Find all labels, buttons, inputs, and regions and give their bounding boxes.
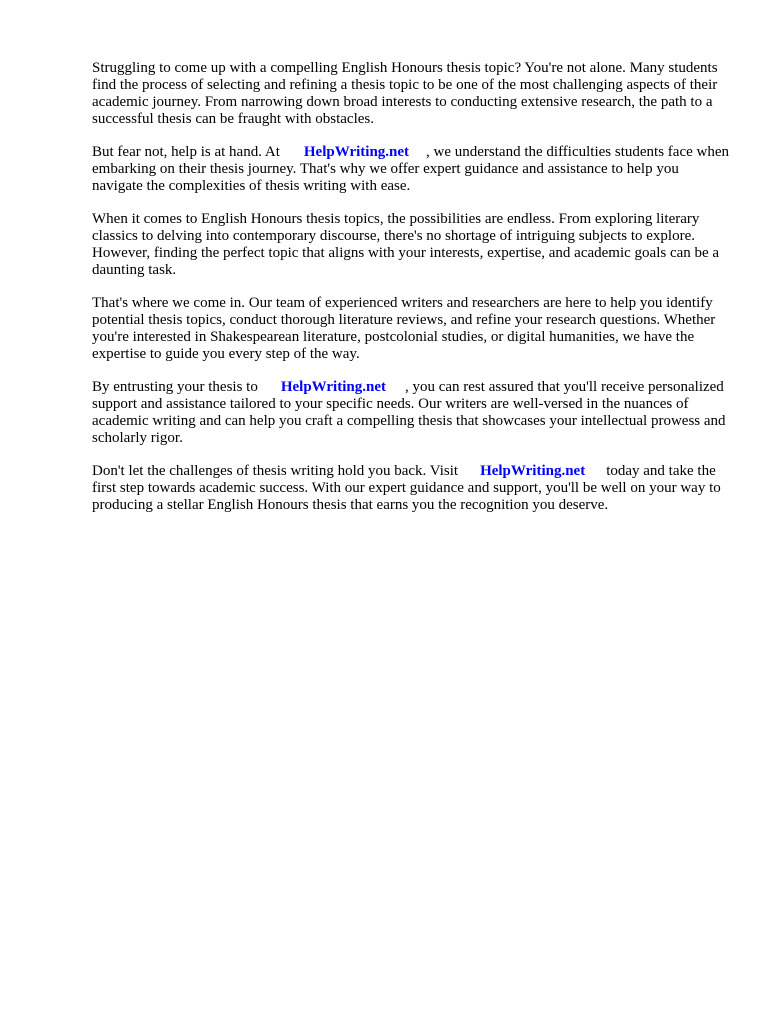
paragraph-topics: When it comes to English Honours thesis topics, the possibilities are endless. From exploring literary classics to delving into contemporary discourse, there's no shortage of intriguing subjects to explore. However, finding the perfect topic that aligns with your interests, expertise, and academic goals can be a daunting task. — [92, 211, 720, 278]
paragraph-text-before-link: Don't let the challenges of thesis writing hold you back. Visit — [92, 463, 459, 479]
paragraph-intro: Struggling to come up with a compelling English Honours thesis topic? You're not alone. Many students find the process of selecting and refining a thesis topic to be one of the most challenging aspects of their academic journey. From narrowing down broad interests to conducting extensive research, the path to a successful thesis can be fraught with obstacles. — [92, 60, 718, 127]
helpwriting-link[interactable]: HelpWriting.net — [303, 144, 410, 160]
paragraph-text-after-link: today and take the first step towards academic success. With our expert guidance and support, you'll be well on your way to producing a stellar English Honours thesis that earns you the recognition you deserve. — [92, 463, 721, 513]
paragraph-text-before-link: But fear not, help is at hand. At — [92, 144, 280, 160]
paragraph-text-before-link: By entrusting your thesis to — [92, 379, 258, 395]
paragraph-team: That's where we come in. Our team of experienced writers and researchers are here to help you identify potential thesis topics, conduct thorough literature reviews, and refine your research questions. Whether you're interested in Shakespearean literature, postcolonial studies, or digital humanities, we have the expertise to guide you every step of the way. — [92, 295, 716, 362]
paragraph-visit — [92, 463, 732, 514]
helpwriting-link[interactable]: HelpWriting.net — [280, 379, 386, 395]
paragraph-text-after-link: , we understand the difficulties students face when embarking on their thesis journey. That's why we offer expert guidance and assistance to help you navigate the complexities of thesis writing with ease. — [92, 144, 729, 194]
document-body — [92, 60, 732, 530]
paragraph-help-at-hand — [92, 144, 732, 195]
paragraph-entrusting — [92, 379, 732, 447]
paragraph-text-after-link: , you can rest assured that you'll receive personalized support and assistance tailored to your specific needs. Our writers are well-versed in the nuances of academic writing and can help you craft a compelling thesis that showcases your intellectual prowess and scholarly rigor. — [92, 379, 726, 446]
helpwriting-link[interactable]: HelpWriting.net — [480, 463, 586, 479]
